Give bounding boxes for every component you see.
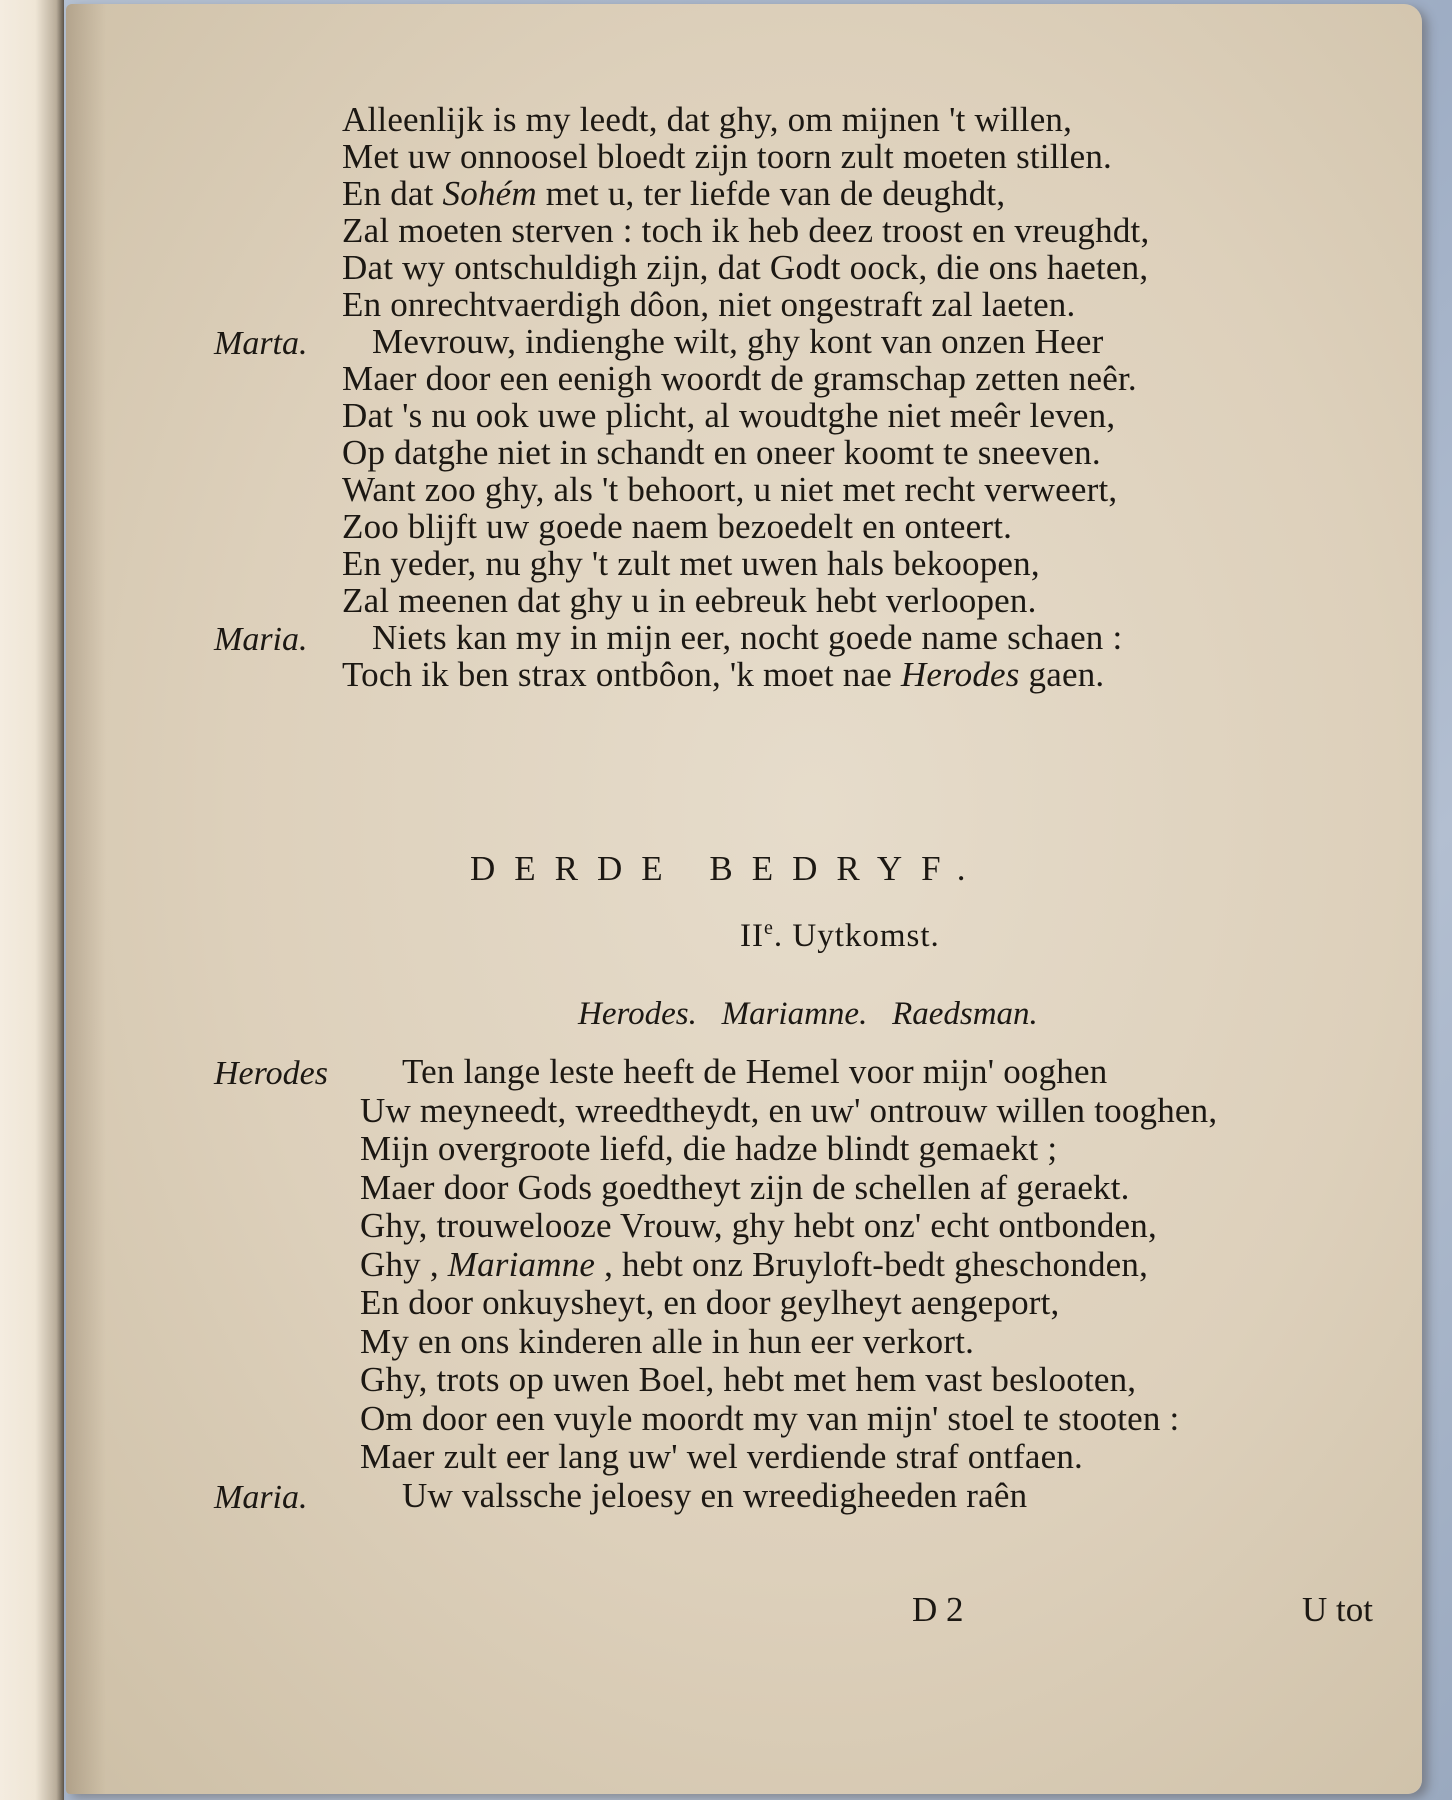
verse-line: Zal meenen dat ghy u in eebreuk hebt verloopen.	[342, 581, 1037, 620]
character-list: Herodes. Mariamne. Raedsman.	[578, 996, 1038, 1032]
scene-heading	[740, 917, 940, 955]
catchword: U tot	[1302, 1590, 1373, 1629]
verse-text: En dat	[342, 174, 443, 213]
verse-line: Ghy, trots op uwen Boel, hebt met hem vast beslooten,	[360, 1360, 1137, 1399]
verse-line: Met uw onnoosel bloedt zijn toorn zult moeten stillen.	[342, 137, 1112, 176]
verse-line: En yeder, nu ghy 't zult met uwen hals bekoopen,	[342, 544, 1040, 583]
verse-line: My en ons kinderen alle in hun eer verkort.	[360, 1321, 975, 1361]
scene-word: . Uytkomst.	[773, 918, 940, 954]
verse-line: Ten lange leste heeft de Hemel voor mijn' ooghen	[402, 1052, 1108, 1091]
verse-line	[342, 655, 1104, 695]
facing-page-edge	[0, 0, 64, 1800]
verse-line: En onrechtvaerdigh dôon, niet ongestraft zal laeten.	[342, 285, 1076, 324]
verse-line: Dat wy ontschuldigh zijn, dat Godt oock, die ons haeten,	[342, 248, 1149, 287]
verse-text: Ghy ,	[360, 1244, 448, 1284]
verse-line	[360, 1245, 1148, 1285]
verse-line: Dat 's nu ook uwe plicht, al woudtghe niet meêr leven,	[342, 396, 1116, 435]
verse-line: En door onkuysheyt, en door geylheyt aengeport,	[360, 1283, 1060, 1322]
speaker-name: Maria.	[214, 1478, 308, 1516]
verse-line: Maer door Gods goedtheyt zijn de schellen af geraekt.	[360, 1167, 1130, 1207]
italic-name: Sohém	[442, 174, 537, 213]
italic-name: Mariamne	[447, 1244, 596, 1284]
verse-line: Uw valssche jeloesy en wreedigheeden raên	[402, 1475, 1028, 1515]
italic-name: Herodes	[900, 655, 1020, 694]
speaker-name: Herodes	[214, 1055, 328, 1092]
speaker-name: Maria.	[214, 621, 308, 658]
verse-line: Zoo blijft uw goede naem bezoedelt en onteert.	[342, 507, 1013, 546]
verse-line	[342, 174, 1005, 214]
verse-line: Maer zult eer lang uw' wel verdiende straf ontfaen.	[360, 1437, 1084, 1476]
scene-superscript: e	[763, 917, 774, 939]
verse-text: Toch ik ben strax ontbôon, 'k moet nae	[342, 655, 901, 694]
verse-text: , hebt onz Bruyloft-bedt gheschonden,	[595, 1244, 1149, 1284]
verse-line: Om door een vuyle moordt my van mijn' stoel te stooten :	[360, 1398, 1180, 1438]
act-title: DERDE BEDRYF.	[470, 849, 985, 888]
verse-line: Maer door een eenigh woordt de gramschap zetten neêr.	[342, 359, 1137, 398]
verse-line: Zal moeten sterven : toch ik heb deez troost en vreughdt,	[342, 211, 1150, 250]
scene-number: II	[740, 918, 764, 954]
verse-line: Mevrouw, indienghe wilt, ghy kont van onzen Heer	[372, 322, 1104, 361]
verse-line: Want zoo ghy, als 't behoort, u niet met recht verweert,	[342, 470, 1118, 509]
verse-line: Mijn overgroote liefd, die hadze blindt gemaekt ;	[360, 1129, 1058, 1168]
signature-mark: D 2	[912, 1590, 964, 1629]
speaker-name: Marta.	[214, 325, 308, 362]
verse-line: Ghy, trouwelooze Vrouw, ghy hebt onz' echt ontbonden,	[360, 1206, 1157, 1245]
verse-text: gaen.	[1019, 655, 1105, 694]
verse-line: Op datghe niet in schandt en oneer koomt te sneeven.	[342, 433, 1101, 472]
verse-line: Niets kan my in mijn eer, nocht goede name schaen :	[372, 618, 1123, 657]
verse-text: met u, ter liefde van de deughdt,	[536, 174, 1006, 213]
verse-line: Uw meyneedt, wreedtheydt, en uw' ontrouw willen tooghen,	[360, 1090, 1218, 1130]
verse-line: Alleenlijk is my leedt, dat ghy, om mijnen 't willen,	[342, 100, 1073, 139]
